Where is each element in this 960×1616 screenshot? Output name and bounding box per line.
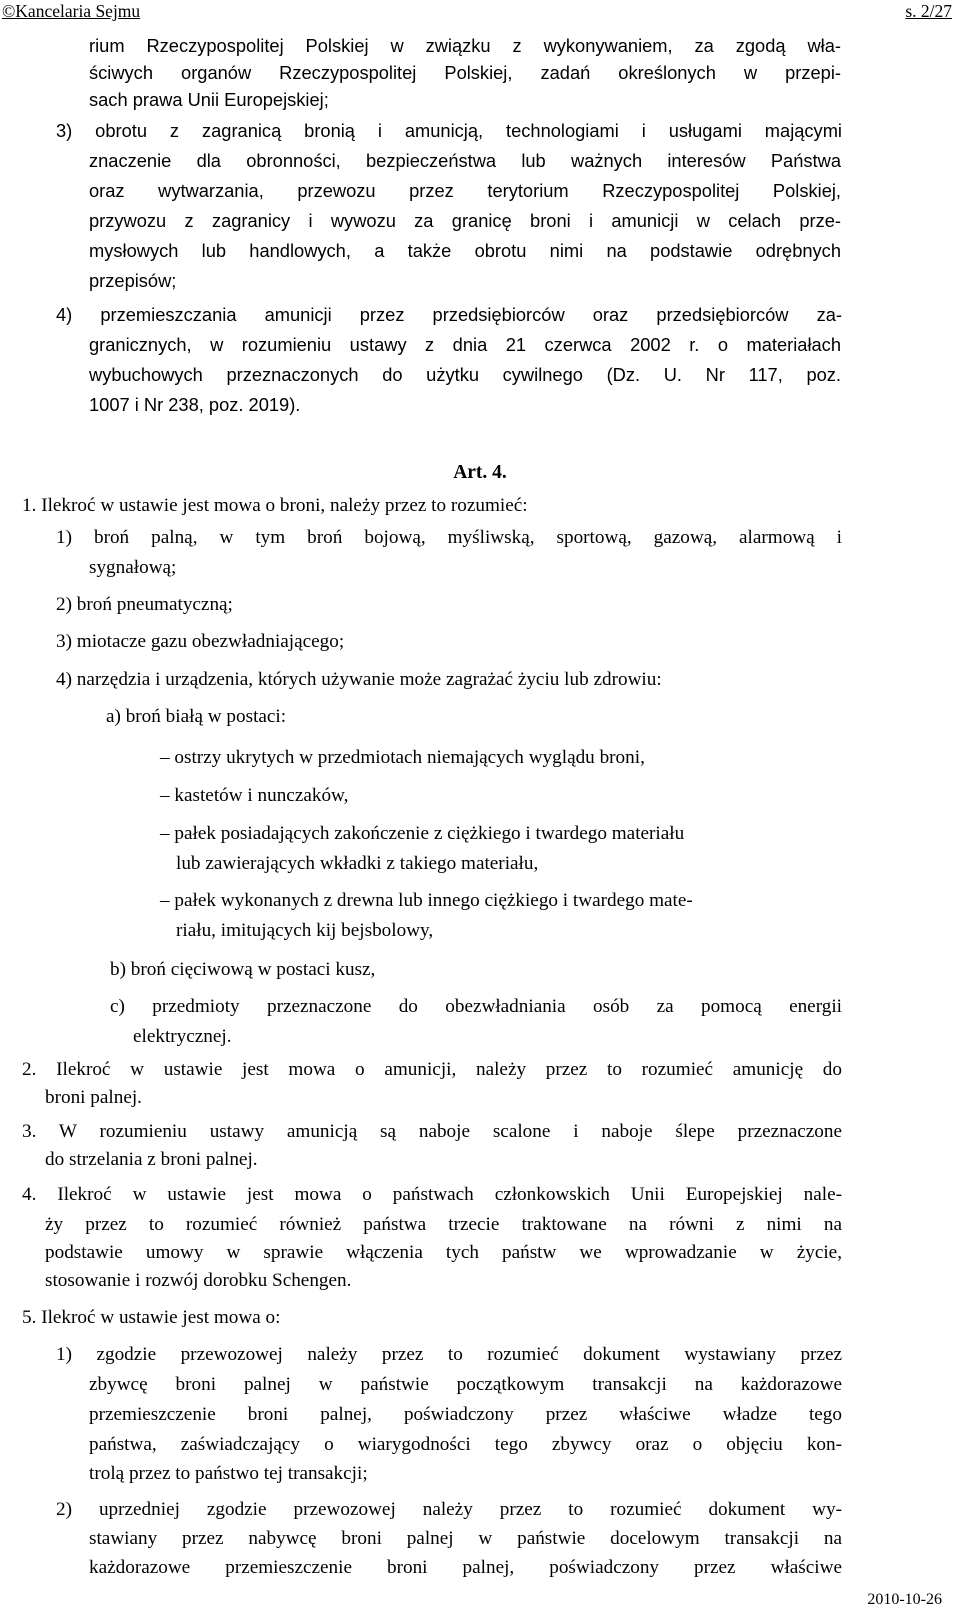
text-line: 3. W rozumieniu ustawy amunicją są naboje scalone i naboje ślepe przeznaczone bbox=[22, 1121, 842, 1142]
text-line: – kastetów i nunczaków, bbox=[160, 785, 349, 806]
text-line: 2) broń pneumatyczną; bbox=[56, 594, 233, 615]
text-line: 1) broń palną, w tym broń bojową, myśliwską, sportową, gazową, alarmową i bbox=[56, 527, 842, 548]
text-line: ży przez to rozumieć również państwa trzecie traktowane na równi z nimi na bbox=[45, 1214, 842, 1235]
text-line: zbywcę broni palnej w państwie początkowym transakcji na każdorazowe bbox=[89, 1374, 842, 1395]
text-line: stawiany przez nabywcę broni palnej w państwie docelowym transakcji na bbox=[89, 1528, 842, 1549]
text-line: przywozu z zagranicy i wywozu za granicę broni i amunicji w celach prze- bbox=[89, 210, 841, 231]
text-line: przemieszczenie broni palnej, poświadczony przez właściwe władze tego bbox=[89, 1404, 842, 1425]
text-line: oraz wytwarzania, przewozu przez terytorium Rzeczypospolitej Polskiej, bbox=[89, 180, 841, 201]
text-line: 1. Ilekroć w ustawie jest mowa o broni, należy przez to rozumieć: bbox=[22, 495, 528, 516]
text-line: mysłowych lub handlowych, a także obrotu nimi na podstawie odrębnych bbox=[89, 240, 841, 261]
text-line: stosowanie i rozwój dorobku Schengen. bbox=[45, 1270, 352, 1291]
text-line: znaczenie dla obronności, bezpieczeństwa lub ważnych interesów Państwa bbox=[89, 150, 841, 171]
text-line: sygnałową; bbox=[89, 557, 177, 578]
text-line: 5. Ilekroć w ustawie jest mowa o: bbox=[22, 1307, 281, 1328]
text-line: 1007 i Nr 238, poz. 2019). bbox=[89, 394, 301, 415]
text-line: podstawie umowy w sprawie włączenia tych państw we wprowadzanie w życie, bbox=[45, 1242, 842, 1263]
text-line: lub zawierających wkładki z takiego materiału, bbox=[176, 853, 539, 874]
text-line: 1) zgodzie przewozowej należy przez to rozumieć dokument wystawiany przez bbox=[56, 1344, 842, 1365]
footer-date: 2010-10-26 bbox=[867, 1591, 942, 1608]
text-line: elektrycznej. bbox=[133, 1026, 232, 1047]
text-line: państwa, zaświadczający o wiarygodności tego zbywcy oraz o objęciu kon- bbox=[89, 1434, 842, 1455]
text-line: – pałek wykonanych z drewna lub innego ciężkiego i twardego mate- bbox=[160, 890, 693, 911]
text-line: sach prawa Unii Europejskiej; bbox=[89, 89, 329, 110]
text-line: każdorazowe przemieszczenie broni palnej, poświadczony przez właściwe bbox=[89, 1557, 842, 1578]
text-line: wybuchowych przeznaczonych do użytku cywilnego (Dz. U. Nr 117, poz. bbox=[89, 364, 841, 385]
publisher-label: ©Kancelaria Sejmu bbox=[2, 1, 141, 21]
text-line: a) broń białą w postaci: bbox=[106, 706, 287, 727]
text-line: 2) uprzedniej zgodzie przewozowej należy przez to rozumieć dokument wy- bbox=[56, 1499, 842, 1520]
text-line: 4. Ilekroć w ustawie jest mowa o państwach członkowskich Unii Europejskiej nale- bbox=[22, 1184, 842, 1205]
text-line: – ostrzy ukrytych w przedmiotach niemających wyglądu broni, bbox=[160, 747, 645, 768]
text-line: ściwych organów Rzeczypospolitej Polskiej, zadań określonych w przepi- bbox=[89, 62, 841, 83]
text-line: – pałek posiadających zakończenie z ciężkiego i twardego materiału bbox=[160, 823, 685, 844]
text-line: c) przedmioty przeznaczone do obezwładniania osób za pomocą energii bbox=[110, 996, 842, 1017]
text-line: granicznych, w rozumieniu ustawy z dnia 21 czerwca 2002 r. o materiałach bbox=[89, 334, 841, 355]
article-title: Art. 4. bbox=[453, 462, 507, 483]
text-line: b) broń cięciwową w postaci kusz, bbox=[110, 959, 376, 980]
text-line: broni palnej. bbox=[45, 1087, 142, 1108]
text-line: 3) obrotu z zagranicą bronią i amunicją, technologiami i usługami mającymi bbox=[56, 120, 842, 141]
text-line: rium Rzeczypospolitej Polskiej w związku z wykonywaniem, za zgodą wła- bbox=[89, 35, 841, 56]
text-line: 4) narzędzia i urządzenia, których używanie może zagrażać życiu lub zdrowiu: bbox=[56, 669, 662, 690]
text-line: trolą przez to państwo tej transakcji; bbox=[89, 1463, 368, 1484]
text-line: 2. Ilekroć w ustawie jest mowa o amunicji, należy przez to rozumieć amunicję do bbox=[22, 1059, 842, 1080]
text-line: przepisów; bbox=[89, 270, 177, 291]
text-line: do strzelania z broni palnej. bbox=[45, 1149, 258, 1170]
page-number: s. 2/27 bbox=[905, 1, 952, 21]
text-line: 4) przemieszczania amunicji przez przedsiębiorców oraz przedsiębiorców za- bbox=[56, 304, 842, 325]
text-line: riału, imitujących kij bejsbolowy, bbox=[176, 920, 434, 941]
text-line: 3) miotacze gazu obezwładniającego; bbox=[56, 631, 345, 652]
